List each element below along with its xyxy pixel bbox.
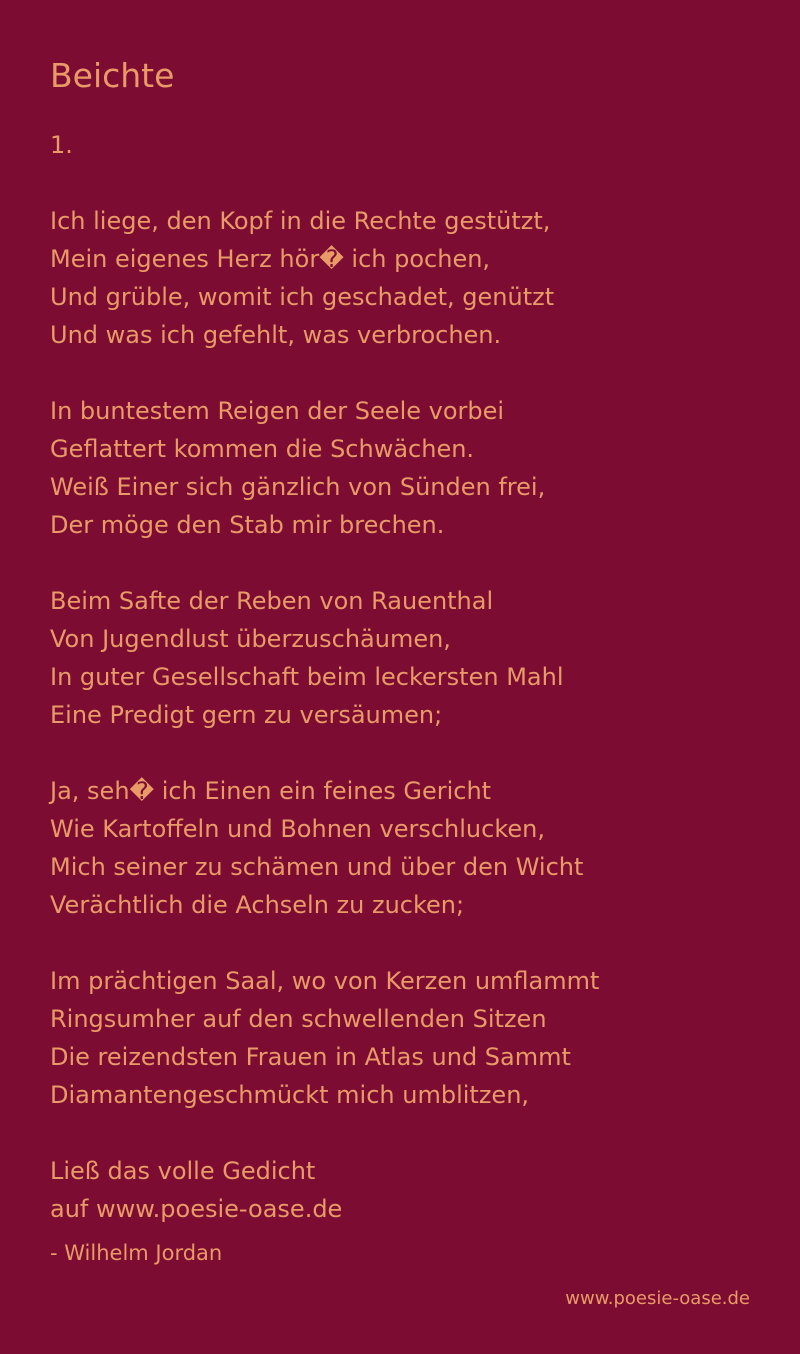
- poem-line: auf www.poesie-oase.de: [50, 1195, 343, 1223]
- stanza-6: [50, 1152, 750, 1228]
- poem-body: [50, 202, 750, 1266]
- stanza-2: [50, 392, 750, 544]
- stanza-1: [50, 202, 750, 354]
- poem-line: In buntestem Reigen der Seele vorbei: [50, 397, 505, 425]
- poem-line: Ließ das volle Gedicht: [50, 1157, 316, 1185]
- poem-line: Weiß Einer sich gänzlich von Sünden frei,: [50, 473, 546, 501]
- poem-line: Ringsumher auf den schwellenden Sitzen: [50, 1005, 547, 1033]
- poem-line: Beim Safte der Reben von Rauenthal: [50, 587, 494, 615]
- section-number: 1.: [50, 131, 73, 159]
- poem-line: Verächtlich die Achseln zu zucken;: [50, 891, 465, 919]
- stanza-4: [50, 772, 750, 924]
- poem-line: In guter Gesellschaft beim leckersten Mahl: [50, 663, 564, 691]
- stanza-5: [50, 962, 750, 1114]
- poem-line: Von Jugendlust überzuschäumen,: [50, 625, 451, 653]
- poem-title: Beichte: [50, 56, 175, 95]
- poem-line: Die reizendsten Frauen in Atlas und Sammt: [50, 1043, 571, 1071]
- poem-author: - Wilhelm Jordan: [50, 1241, 223, 1265]
- poem-line: Ja, seh� ich Einen ein feines Gericht: [50, 777, 492, 805]
- stanza-3: [50, 582, 750, 734]
- poem-line: Eine Predigt gern zu versäumen;: [50, 701, 443, 729]
- poem-line: Und grüble, womit ich geschadet, genützt: [50, 283, 555, 311]
- poem-line: Im prächtigen Saal, wo von Kerzen umflammt: [50, 967, 600, 995]
- poem-line: Mein eigenes Herz hör� ich pochen,: [50, 245, 491, 273]
- poem-line: Mich seiner zu schämen und über den Wicht: [50, 853, 584, 881]
- poem-line: Diamantengeschmückt mich umblitzen,: [50, 1081, 530, 1109]
- poem-line: Der möge den Stab mir brechen.: [50, 511, 445, 539]
- website-footer: www.poesie-oase.de: [565, 1288, 750, 1309]
- poem-line: Ich liege, den Kopf in die Rechte gestützt,: [50, 207, 551, 235]
- poem-line: Und was ich gefehlt, was verbrochen.: [50, 321, 502, 349]
- poem-line: Geflattert kommen die Schwächen.: [50, 435, 475, 463]
- poem-line: Wie Kartoffeln und Bohnen verschlucken,: [50, 815, 545, 843]
